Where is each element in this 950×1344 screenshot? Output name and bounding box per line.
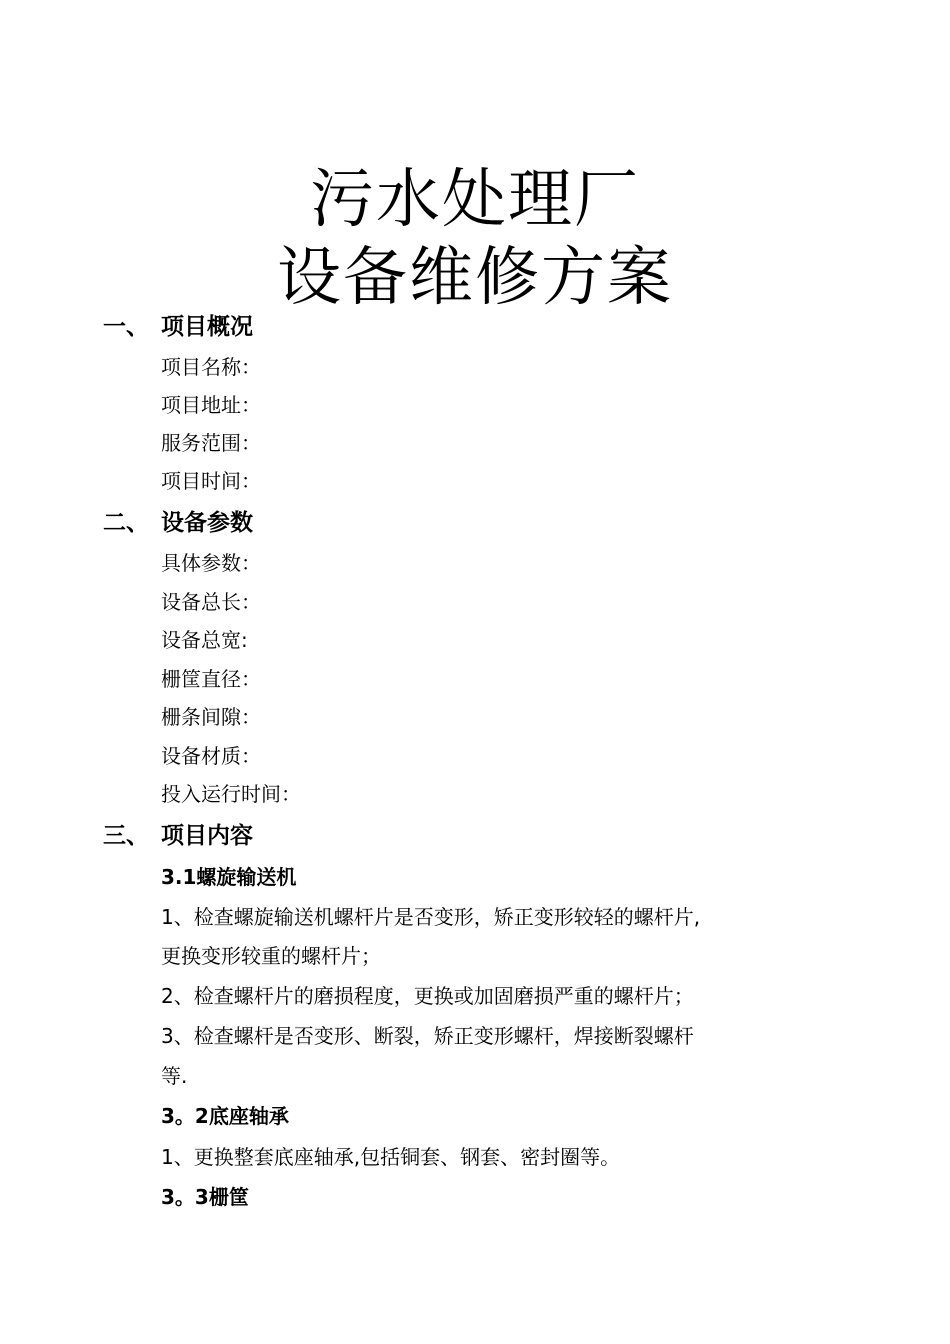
- paragraph-line: 2、检查螺杆片的磨损程度，更换或加固磨损严重的螺杆片；: [161, 984, 694, 1008]
- paragraph-line: 1、检查螺旋输送机螺杆片是否变形，矫正变形较轻的螺杆片,: [161, 905, 701, 929]
- field-total-length: 设备总长：: [161, 590, 261, 614]
- subsection-title-base-bearing: 3。2底座轴承: [161, 1104, 289, 1128]
- field-bar-gap: 栅条间隙：: [161, 705, 261, 729]
- field-commission-time: 投入运行时间：: [161, 782, 301, 806]
- section-title: 项目概况: [161, 314, 253, 340]
- subsection-title-screen-basket: 3。3栅筐: [161, 1185, 249, 1209]
- document-title-line1: 污水处理厂: [310, 163, 640, 237]
- field-project-address: 项目地址：: [161, 393, 261, 417]
- section-number: 一、: [103, 314, 149, 340]
- section-title: 设备参数: [161, 510, 253, 536]
- paragraph-line: 更换变形较重的螺杆片；: [161, 944, 381, 968]
- section-heading-content: [103, 821, 253, 851]
- field-total-width: 设备总宽:: [161, 628, 248, 652]
- section-title: 项目内容: [161, 823, 253, 849]
- section-number: 三、: [103, 823, 149, 849]
- section-heading-parameters: [103, 508, 253, 538]
- field-specific-params: 具体参数：: [161, 551, 261, 575]
- section-number: 二、: [103, 510, 149, 536]
- field-project-time: 项目时间：: [161, 469, 261, 493]
- paragraph-line: 3、检查螺杆是否变形、断裂，矫正变形螺杆，焊接断裂螺杆: [161, 1024, 694, 1048]
- field-service-scope: 服务范围：: [161, 431, 261, 455]
- section-heading-overview: [103, 312, 253, 342]
- paragraph-line: 等.: [161, 1064, 188, 1088]
- field-project-name: 项目名称：: [161, 355, 261, 379]
- subsection-title-screw-conveyor: 3.1螺旋输送机: [161, 865, 297, 889]
- document-title-line2: 设备维修方案: [277, 241, 673, 315]
- field-basket-diameter: 栅筐直径：: [161, 667, 261, 691]
- paragraph-line: 1、更换整套底座轴承,包括铜套、钢套、密封圈等。: [161, 1145, 621, 1169]
- field-material: 设备材质：: [161, 744, 261, 768]
